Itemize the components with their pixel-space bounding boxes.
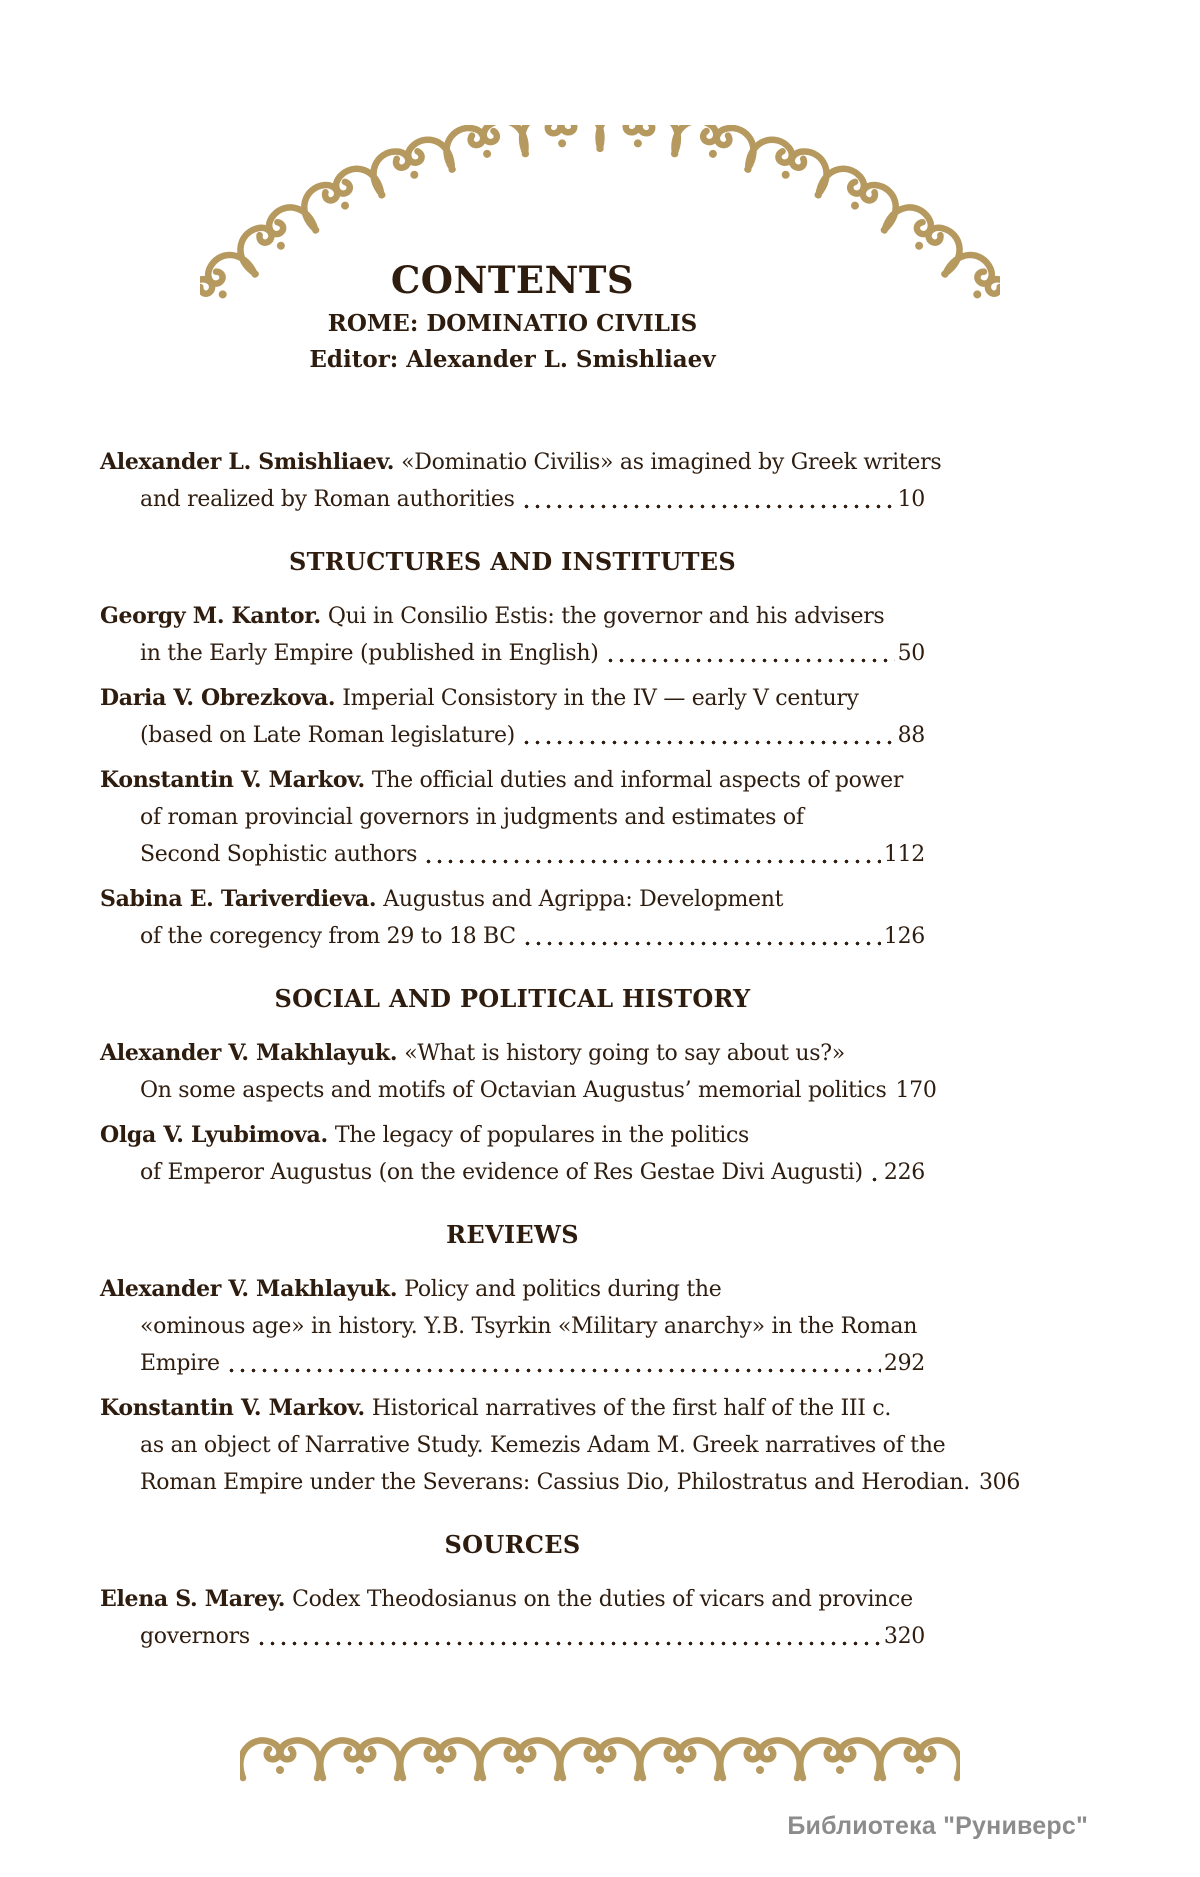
toc-entry — [100, 1581, 925, 1655]
entry-title-text: Qui in Consilio Estis: the governor and his advisers — [327, 604, 885, 629]
toc-entry — [100, 598, 925, 672]
entry-author: Alexander V. Makhlayuk. — [100, 1276, 398, 1302]
page-number: 112 — [883, 842, 925, 867]
toc-entry — [100, 1271, 925, 1382]
entry-author: Daria V. Obrezkova. — [100, 685, 336, 711]
bottom-band-ornament — [240, 1722, 960, 1794]
entry-author: Konstantin V. Markov. — [100, 1395, 365, 1421]
toc-entry — [100, 881, 925, 955]
editor-line: Editor: Alexander L. Smishliaev — [309, 346, 716, 373]
page-title: CONTENTS — [390, 258, 635, 302]
entry-line — [100, 1072, 937, 1109]
entry-author: Alexander L. Smishliaev. — [100, 449, 395, 475]
dot-leader — [226, 1368, 881, 1373]
entry-author: Elena S. Marey. — [100, 1586, 286, 1612]
entry-line: «ominous age» in history. Y.B. Tsyrkin «Military anarchy» in the Roman — [140, 1314, 918, 1339]
entry-line — [100, 717, 925, 754]
toc-entry — [100, 1390, 1021, 1501]
page-number: 226 — [883, 1160, 925, 1185]
entry-line — [100, 1154, 925, 1191]
entry-title-text: Augustus and Agrippa: Development — [383, 887, 784, 912]
table-of-contents — [100, 444, 1021, 1663]
entry-line — [100, 836, 925, 873]
dot-leader — [869, 1177, 881, 1182]
entry-title-text: in the Early Empire (published in English) — [140, 641, 599, 666]
page-header — [100, 256, 925, 378]
entry-author: Sabina E. Tariverdieva. — [100, 886, 377, 912]
entry-title-text: Policy and politics during the — [404, 1277, 722, 1302]
section-heading-reviews: REVIEWS — [446, 1220, 579, 1249]
entry-title-text: Imperial Consistory in the IV — early V century — [342, 686, 859, 711]
entry-line — [100, 762, 925, 799]
entry-title-text: of Emperor Augustus (on the evidence of Res Gestae Divi Augusti) — [140, 1160, 863, 1185]
entry-title-text: On some aspects and motifs of Octavian Augustus’ memorial politics — [140, 1078, 887, 1103]
entry-author: Konstantin V. Markov. — [100, 767, 365, 793]
entry-title-text: Empire — [140, 1351, 220, 1376]
entry-title-text: «What is history going to say about us?» — [404, 1041, 845, 1066]
entry-line: as an object of Narrative Study. Kemezis Adam M. Greek narratives of the — [140, 1433, 946, 1458]
toc-entry — [100, 444, 942, 518]
entry-line — [100, 1271, 925, 1308]
dot-leader — [522, 941, 881, 946]
library-watermark: Библиотека "Руниверс" — [787, 1812, 1088, 1840]
entry-title-text: of the coregency from 29 to 18 BC — [140, 924, 516, 949]
entry-line — [100, 1117, 925, 1154]
entry-line — [100, 918, 925, 955]
entry-line — [100, 635, 925, 672]
toc-entry — [100, 1117, 925, 1191]
dot-leader — [521, 504, 895, 509]
entry-title-text: Codex Theodosianus on the duties of vicars and province — [292, 1587, 913, 1612]
entry-title-text: Historical narratives of the first half of the III c. — [371, 1396, 892, 1421]
dot-leader — [423, 859, 881, 864]
entry-line — [100, 1035, 925, 1072]
page-number: 10 — [897, 487, 925, 512]
entry-line — [100, 680, 925, 717]
entry-author: Olga V. Lyubimova. — [100, 1122, 328, 1148]
dot-leader — [521, 740, 895, 745]
toc-entry — [100, 680, 925, 754]
volume-subtitle: ROME: DOMINATIO CIVILIS — [327, 310, 698, 337]
dot-leader — [256, 1641, 881, 1646]
entry-line — [100, 1581, 925, 1618]
entry-line — [100, 881, 925, 918]
dot-leader — [605, 658, 895, 663]
entry-line: of roman provincial governors in judgments and estimates of — [140, 805, 804, 830]
entry-title-text: and realized by Roman authorities — [140, 487, 515, 512]
entry-line — [100, 1390, 925, 1427]
page-number: 170 — [895, 1078, 937, 1103]
toc-entry — [100, 762, 925, 873]
entry-title-text: (based on Late Roman legislature) — [140, 723, 515, 748]
entry-title-text: Roman Empire under the Severans: Cassius Dio, Philostratus and Herodian. — [140, 1470, 970, 1495]
page-number: 320 — [883, 1624, 925, 1649]
section-heading-social: SOCIAL AND POLITICAL HISTORY — [274, 984, 751, 1013]
entry-author: Georgy M. Kantor. — [100, 603, 321, 629]
section-heading-structures: STRUCTURES AND INSTITUTES — [289, 547, 736, 576]
page-number: 292 — [883, 1351, 925, 1376]
toc-entry — [100, 1035, 937, 1109]
entry-author: Alexander V. Makhlayuk. — [100, 1040, 398, 1066]
entry-line — [100, 444, 942, 481]
entry-line — [100, 1345, 925, 1382]
entry-title-text: governors — [140, 1624, 250, 1649]
entry-title-text: Second Sophistic authors — [140, 842, 418, 867]
entry-line — [100, 598, 925, 635]
page-number: 306 — [978, 1470, 1021, 1495]
page-number: 88 — [897, 723, 925, 748]
page-number: 126 — [883, 924, 925, 949]
entry-line — [100, 1618, 925, 1655]
section-heading-sources: SOURCES — [444, 1530, 581, 1559]
entry-title-text: The legacy of populares in the politics — [334, 1123, 750, 1148]
entry-line — [100, 1464, 1021, 1501]
page-number: 50 — [897, 641, 925, 666]
entry-title-text: «Dominatio Civilis» as imagined by Greek writers — [401, 450, 942, 475]
entry-line — [100, 481, 925, 518]
entry-title-text: The official duties and informal aspects of power — [371, 768, 904, 793]
